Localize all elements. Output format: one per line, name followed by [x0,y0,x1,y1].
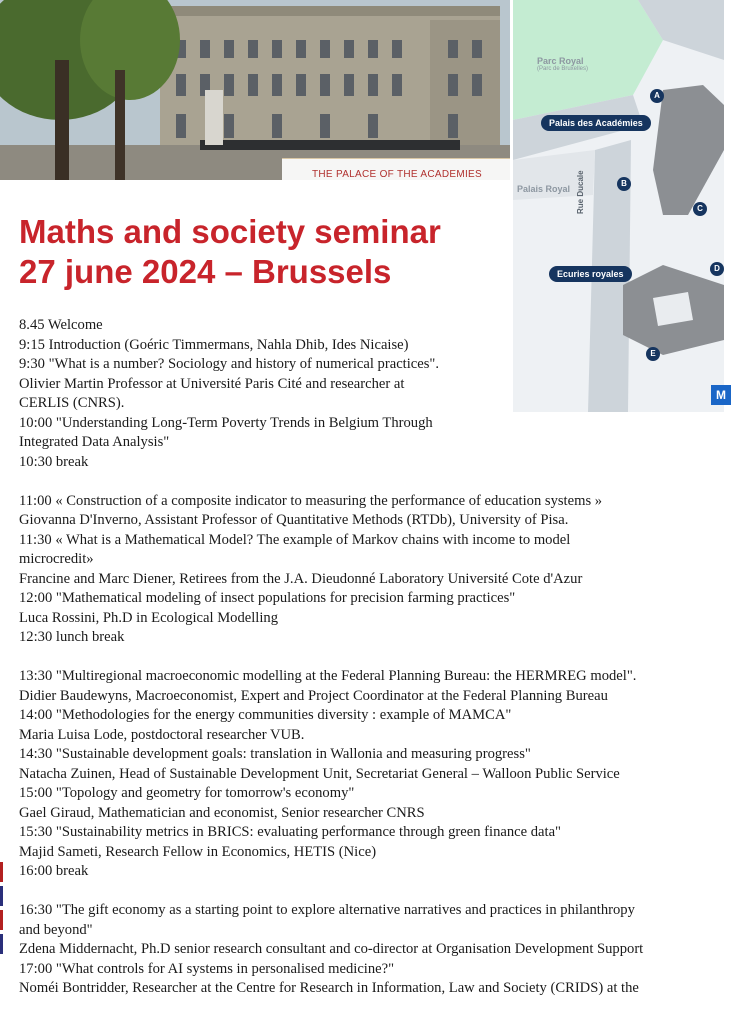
photo-caption-panel [282,158,510,189]
program-line: Francine and Marc Diener, Retirees from the J.A. Dieudonné Laboratory Université Cote d'Azur [19,570,583,587]
map-pin-e: E [646,347,660,361]
program-line: Olivier Martin Professor at Université Paris Cité and researcher at [19,375,405,392]
map-pin-d: D [710,262,724,276]
margin-marks [0,862,3,1024]
program-line: 10:00 "Understanding Long-Term Poverty Trends in Belgium Through [19,414,433,431]
map-palais-royal-label: Palais Royal [517,184,571,194]
title-line-1: Maths and society seminar [19,213,441,250]
map-street-label: Rue Ducale [576,170,585,214]
program-line: 11:00 « Construction of a composite indicator to measuring the performance of education systems » [19,492,603,509]
program-line: 13:30 "Multiregional macroeconomic modelling at the Federal Planning Bureau: the HERMREG model". [19,668,637,684]
program-line: Maria Luisa Lode, postdoctoral researcher VUB. [19,726,305,743]
map-tag-academies: Palais des Académies [541,115,651,131]
program-line: Didier Baudewyns, Macroeconomist, Expert and Project Coordinator at the Federal Planning Bureau [19,687,608,704]
program-line: and beyond" [19,921,93,938]
program-line: 17:00 "What controls for AI systems in personalised medicine?" [19,960,395,977]
program-line: 16:30 "The gift economy as a starting point to explore alternative narratives and practices in philanthropy [19,902,635,918]
program-line: Gael Giraud, Mathematician and economist, Senior researcher CNRS [19,804,425,821]
palace-photo [0,0,510,180]
program-line: 12:30 lunch break [19,629,125,645]
map-pin-a: A [650,89,664,103]
program-line: 15:00 "Topology and geometry for tomorrow's economy" [19,785,355,801]
program-line: 14:30 "Sustainable development goals: translation in Wallonia and measuring progress" [19,746,531,762]
program-spacer [19,648,739,668]
program-line: 10:30 break [19,453,89,470]
program-line: 14:00 "Methodologies for the energy communities diversity : example of MAMCA" [19,707,512,723]
program-spacer [19,472,739,492]
map-park-label: Parc Royal [537,56,584,66]
photo-caption: THE PALACE OF THE ACADEMIES [312,169,482,180]
program-line: microcredit» [19,551,94,567]
program-spacer [19,882,739,902]
map-tag-ecuries: Ecuries royales [549,266,632,282]
title-line-2: 27 june 2024 – Brussels [19,253,392,290]
program-line: CERLIS (CNRS). [19,395,125,411]
program-line: 12:00 "Mathematical modeling of insect populations for precision farming practices" [19,590,516,606]
program-line: Noméi Bontridder, Researcher at the Centre for Research in Information, Law and Society (CRIDS) at the [19,980,639,996]
program-line: 11:30 « What is a Mathematical Model? The example of Markov chains with income to model [19,531,571,548]
program-line: 16:00 break [19,863,89,879]
palace-illustration [0,0,510,180]
program-line: Majid Sameti, Research Fellow in Economics, HETIS (Nice) [19,843,377,860]
map-pin-b: B [617,177,631,191]
program-line: Integrated Data Analysis" [19,434,170,450]
program-line: 9:15 Introduction (Goéric Timmermans, Nahla Dhib, Ides Nicaise) [19,336,409,353]
page-title [19,212,441,292]
program-line: 15:30 "Sustainability metrics in BRICS: evaluating performance through green finance data" [19,824,562,840]
program-line: Zdena Middernacht, Ph.D senior research consultant and co-director at Organisation Development Support [19,941,644,957]
map-pin-c: C [693,202,707,216]
map-park-sublabel: (Parc de Bruxelles) [537,66,589,72]
program-schedule [19,316,739,999]
program-line: 8.45 Welcome [19,317,103,333]
program-line: 9:30 "What is a number? Sociology and history of numerical practices". [19,356,440,372]
metro-icon: M [711,385,731,405]
program-line: Giovanna D'Inverno, Assistant Professor of Quantitative Methods (RTDb), University of Pisa. [19,512,569,528]
program-line: Luca Rossini, Ph.D in Ecological Modelling [19,609,279,626]
program-line: Natacha Zuinen, Head of Sustainable Development Unit, Secretariat General – Walloon Public Service [19,765,620,782]
